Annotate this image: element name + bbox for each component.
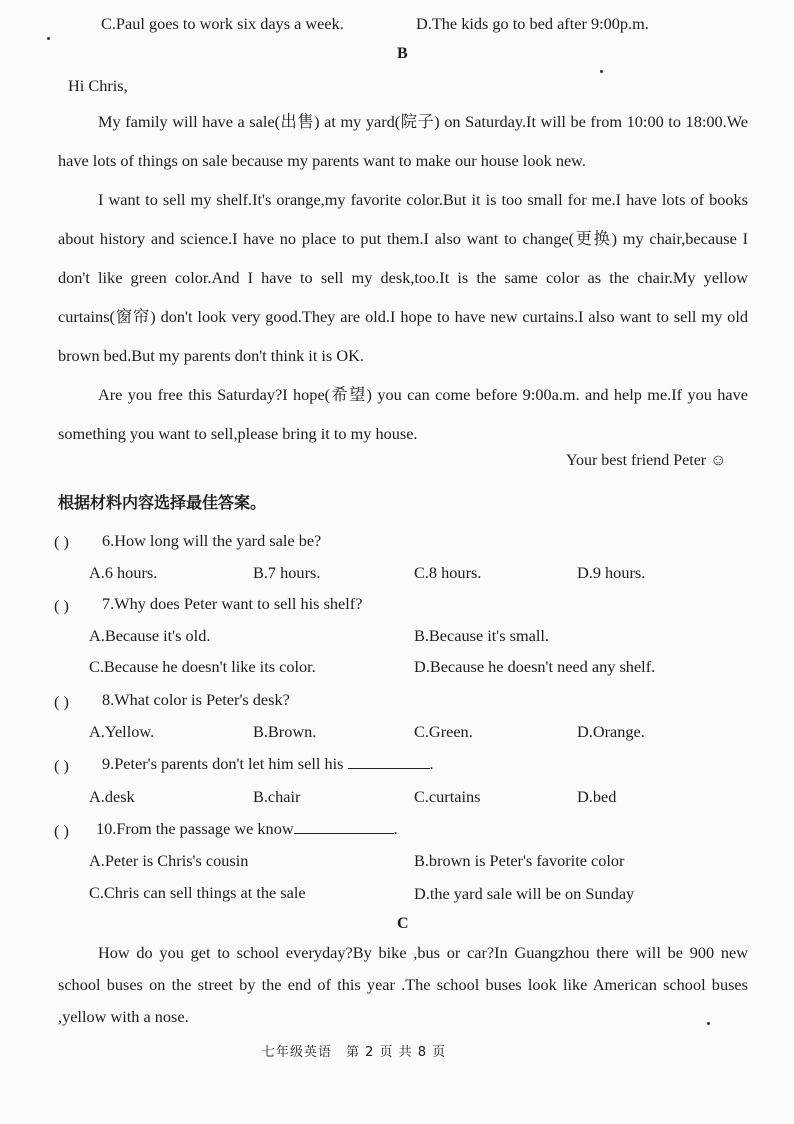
question-7: 7.Why does Peter want to sell his shelf?	[102, 594, 363, 613]
q9-option-b: B.chair	[253, 787, 301, 806]
question-6: 6.How long will the yard sale be?	[102, 531, 322, 550]
q7-option-b: B.Because it's small.	[414, 626, 549, 645]
q9-option-a: A.desk	[89, 787, 135, 806]
q9-option-c: C.curtains	[414, 787, 481, 806]
answer-paren-10[interactable]: ( )	[54, 821, 69, 840]
q8-option-a: A.Yellow.	[89, 722, 155, 741]
question-8: 8.What color is Peter's desk?	[102, 690, 290, 709]
q7-option-a: A.Because it's old.	[89, 626, 211, 645]
q10-option-b: B.brown is Peter's favorite color	[414, 851, 625, 870]
instruction: 根据材料内容选择最佳答案。	[58, 493, 267, 512]
answer-paren-6[interactable]: ( )	[54, 532, 69, 551]
letter-greeting: Hi Chris,	[68, 76, 128, 95]
q9-option-d: D.bed	[577, 787, 617, 806]
question-10: 10.From the passage we know .	[96, 819, 398, 838]
section-c-label: C	[397, 915, 409, 932]
question-9-text: 9.Peter's parents don't let him sell his	[102, 754, 344, 773]
letter-signoff: Your best friend Peter ☺	[566, 452, 727, 469]
letter-paragraph-2: I want to sell my shelf.It's orange,my favorite color.But it is too small for me.I have lots of books about history and science.I have no place to put them.I also want to change(更换) my chair,because I don't like green color.And I have to sell my desk,too.It is the same color as the chair.My yellow curtains(窗帘) don't look very good.They are old.I hope to have new curtains.I also want to sell my old brown bed.But my parents don't think it is OK.	[58, 190, 748, 365]
q10-option-c: C.Chris can sell things at the sale	[89, 883, 306, 902]
q8-option-c: C.Green.	[414, 722, 473, 741]
option-d-prev: D.The kids go to bed after 9:00p.m.	[416, 14, 649, 33]
answer-paren-7[interactable]: ( )	[54, 596, 69, 615]
question-9: 9.Peter's parents don't let him sell his .	[102, 754, 434, 773]
q6-option-c: C.8 hours.	[414, 563, 482, 582]
fill-blank-10[interactable]	[294, 819, 394, 834]
q6-option-b: B.7 hours.	[253, 563, 321, 582]
page-footer: 七年级英语 第 2 页 共 8 页	[262, 1045, 447, 1060]
section-b-label: B	[397, 45, 408, 62]
q10-option-a: A.Peter is Chris's cousin	[89, 851, 249, 870]
fill-blank-9[interactable]	[348, 754, 430, 769]
scan-speck	[707, 1022, 710, 1025]
letter-paragraph-3: Are you free this Saturday?I hope(希望) you can come before 9:00a.m. and help me.If you have something you want to sell,please bring it to my house.	[58, 385, 748, 443]
scan-speck	[600, 70, 603, 73]
q7-option-c: C.Because he doesn't like its color.	[89, 657, 316, 676]
letter-paragraph-1: My family will have a sale(出售) at my yard(院子) on Saturday.It will be from 10:00 to 18:00.We have lots of things on sale because my parents want to make our house look new.	[58, 112, 748, 170]
option-c-prev: C.Paul goes to work six days a week.	[101, 14, 344, 33]
scan-speck	[47, 37, 50, 40]
answer-paren-9[interactable]: ( )	[54, 756, 69, 775]
question-10-text: 10.From the passage we know	[96, 819, 294, 838]
q6-option-a: A.6 hours.	[89, 563, 158, 582]
q8-option-b: B.Brown.	[253, 722, 317, 741]
answer-paren-8[interactable]: ( )	[54, 692, 69, 711]
q8-option-d: D.Orange.	[577, 722, 645, 741]
section-c-paragraph-1: How do you get to school everyday?By bike ,bus or car?In Guangzhou there will be 900 new school buses on the street by the end of this year .The school buses look like American school buses ,yellow with a nose.	[58, 943, 748, 1026]
q6-option-d: D.9 hours.	[577, 563, 646, 582]
q7-option-d: D.Because he doesn't need any shelf.	[414, 657, 656, 676]
q10-option-d: D.the yard sale will be on Sunday	[414, 884, 635, 903]
